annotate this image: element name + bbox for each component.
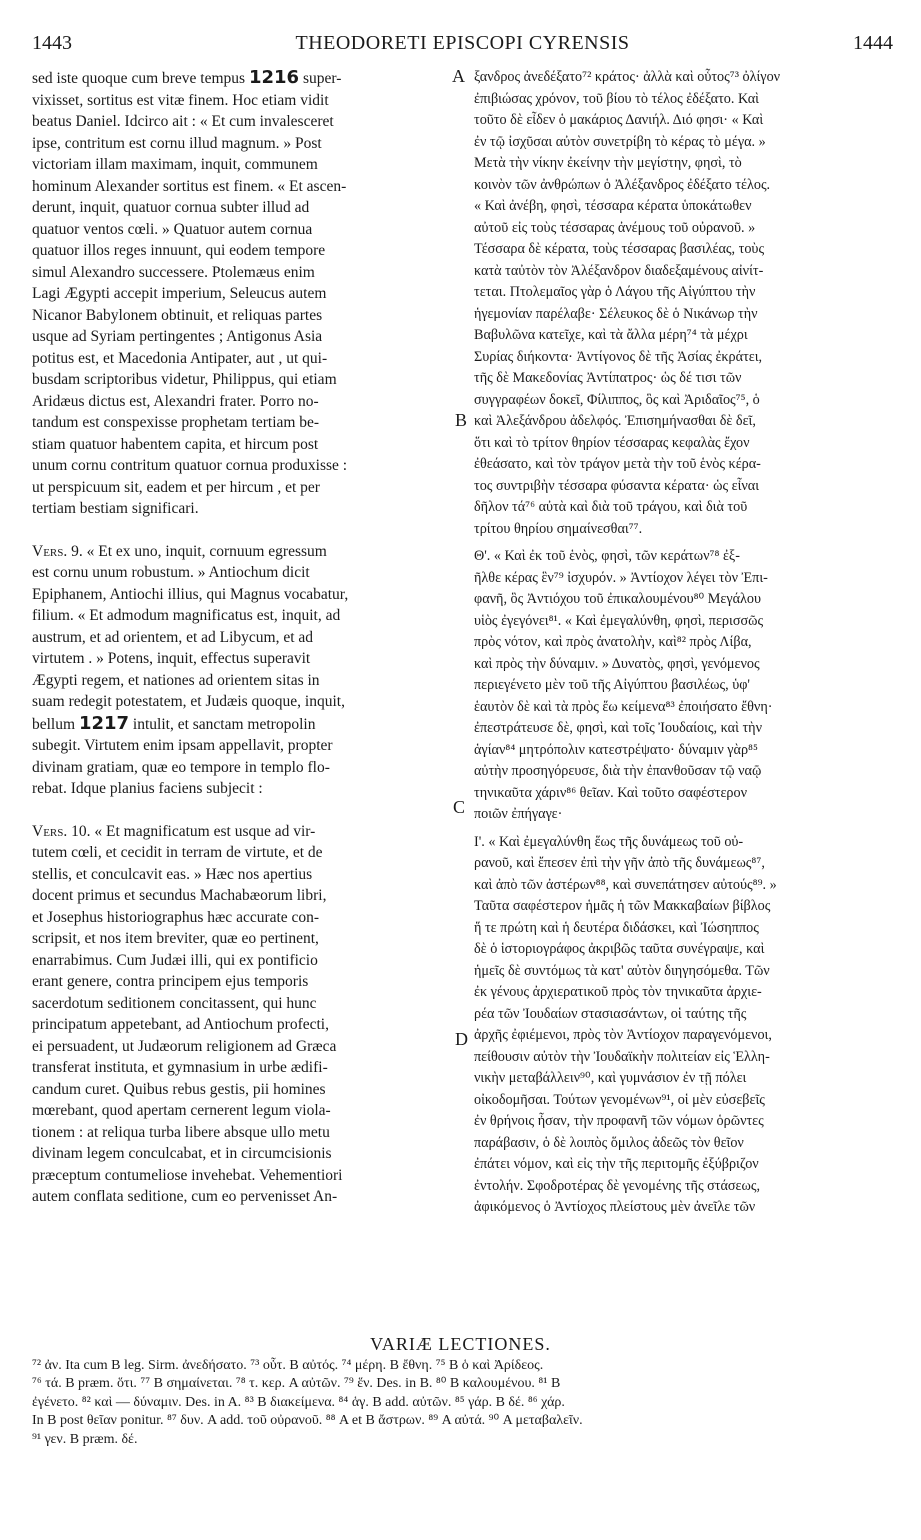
latin-text: sed iste quoque cum breve tempus [32, 70, 249, 87]
variae-lectiones-notes: ⁷² ἀν. Ita cum B leg. Sirm. ἀνεδήσατο. ⁷³ οὗτ. B αὐτός. ⁷⁴ μέρη. B ἔθνη. ⁷⁵ B ὁ καὶ Ἀρίδεος. ⁷⁶ τά. B præm. ὅτι. ⁷⁷ B σημαίνεται. ⁷⁸ τ. κερ. A αὐτῶν. ⁷⁹ ἕν. Des. in B. ⁸⁰ B καλουμένου. ⁸¹ B ἐγένετο. ⁸² καὶ — δύναμιν. Des. in A. ⁸³ B διακείμενα. ⁸⁴ ἁγ. B add. αὐτῶν. ⁸⁵ γάρ. B δέ. ⁸⁶ χάρ. In B post θεῖαν ponitur. ⁸⁷ δυν. A add. τοῦ οὐρανοῦ. ⁸⁸ A et B ἄστρων. ⁸⁹ A αὐτά. ⁹⁰ A μεταβαλεῖν. ⁹¹ γεν. B præm. δέ. [32, 1358, 583, 1447]
verse-label: Vers. 10. [32, 822, 91, 840]
latin-text: « Et ex uno, inquit, cornuum egressum est cornu unum robustum. » Antiochum dicit Epiphanem, Antiochi illius, qui Magnus vocabatur, filium. « Et admodum magnificatus est, inquit, ad austrum, et ad orientem, et ad Libycum, et ad virtutem . » Potens, inquit, effectus superavit Ægypti regem, et nationes ad orientem sitas in suam redegit potestatem, et Judæis quoque, inquit, bellum [32, 542, 349, 733]
verse-label: Θ'. [474, 548, 491, 564]
greek-verse-10 [474, 832, 890, 1219]
variae-lectiones-heading: VARIÆ LECTIONES. [370, 1334, 551, 1354]
greek-column [474, 67, 890, 1219]
latin-text: intulit, et sanctam metropolin subegit. Virtutem enim ipsam appellavit, propter divinam gratiam, quæ eo tempore in templo flo- rebat. Idque planius faciens subjecit : [32, 715, 333, 797]
latin-verse-9 [32, 541, 445, 800]
greek-text: « Καὶ ἐμεγαλύνθη ἕως τῆς δυνάμεως τοῦ οὐ- ρανοῦ, καὶ ἔπεσεν ἐπὶ τὴν γῆν ἀπὸ τῆς δυνάμεως⁸⁷, καὶ ἀπὸ τῶν ἀστέρων⁸⁸, καὶ συνεπάτησεν αὐτούς⁸⁹. » Ταῦτα σαφέστερον ἡμᾶς ἡ τῶν Μακκαβαίων βίβλος ἥ τε πρώτη καὶ ἡ δευτέρα διδάσκει, καὶ Ἰώσηππος δὲ ὁ ἱστοριογράφος ἀκριβῶς ταῦτα συνέγραψε, καὶ ἡμεῖς δὲ συντόμως τὰ κατ' αὐτὸν διηγησόμεθα. Τῶν ἐκ γένους ἀρχιερατικοῦ πρὸς τὸν τηνικαῦτα ἀρχιε- ρέα τῶν Ἰουδαίων στασιασάντων, οἱ ταύτης τῆς ἀρχῆς ἐφιέμενοι, πρὸς τὸν Ἀντίοχον παραγενόμενοι, πείθουσιν αὐτὸν τὴν Ἰουδαϊκὴν πολιτείαν εἰς Ἑλλη- νικὴν μεταβάλλειν⁹⁰, καὶ γυμνάσιον ἐν τῇ πόλει οἰκοδομῆσαι. Τούτων γενομένων⁹¹, οἱ μὲν εὐσεβεῖς ἐν θρήνοις ἦσαν, τὴν προφανῆ τῶν νόμων ὁρῶντες παράβασιν, ὁ δὲ λοιπὸς ὅμιλος ἀδεῶς τὸν θεῖον ἐπάτει νόμον, καὶ εἰς τὴν τῆς περιτομῆς ἐξύβριζον ἐντολήν. Σφοδροτέρας δὲ γενομένης τῆς στάσεως, ἀφικόμενος ὁ Ἀντίοχος πλείστους μὲν ἀνεῖλε τῶν [474, 833, 777, 1215]
margin-letter-c: C [453, 797, 466, 817]
latin-text: « Et magnificatum est usque ad vir- tutem cœli, et cecidit in terram de virtute, et de stellis, et conculcavit eas. » Hæc nos apertius docent primus et secundus Machabæorum libri, et Josephus historiographus hæc accurate con- scripsit, et nos item breviter, quæ eo pertinent, enarrabimus. Cum Judæi illi, qui ex pontificio erant genere, contra principem ejus temporis sacerdotum seditionem concitassent, qui hunc principatum appetebant, ad Antiochum profecti, ei persuadent, ut Judæorum religionem ad Græca transferat instituta, et gymnasium in urbe ædifi- candum curet. Quibus rebus gestis, pii homines mœrebant, quod apertam cernerent legum viola- tionem : at reliqua turba libere absque ullo metu divinam legem conculcabat, et in circumcisionis præceptum contumeliose invehebat. Vehementiori autem conflata seditione, cum eo pervenisset An- [32, 822, 343, 1205]
running-title: THEODORETI EPISCOPI CYRENSIS [295, 32, 630, 54]
verse-label: Ι'. [474, 833, 485, 850]
page-number-right: 1444 [853, 32, 893, 54]
margin-letter-a: A [452, 66, 465, 86]
column-number: 1217 [78, 712, 130, 734]
greek-text: « Καὶ ἐκ τοῦ ἑνὸς, φησὶ, τῶν κεράτων⁷⁸ ἐξ- ῆλθε κέρας ἓν⁷⁹ ἰσχυρόν. » Ἀντίοχον λέγει τὸν Ἐπι- φανῆ, ὃς Ἀντιόχου τοῦ ἐπικαλουμένου⁸⁰ Μεγάλου υἱὸς ἐγεγόνει⁸¹. « Καὶ ἐμεγαλύνθη, φησὶ, περισσῶς πρὸς νότον, καὶ πρὸς ἀνατολὴν, καὶ⁸² πρὸς Λίβα, καὶ πρὸς τὴν δύναμιν. » Δυνατὸς, φησὶ, γενόμενος περιεγένετο μὲν τοῦ τῆς Αἰγύπτου βασιλέως, ὑφ' ἑαυτὸν δὲ καὶ τὰ πρὸς ἕω κείμενα⁸³ ἐποιήσατο ἔθνη· ἐπεστράτευσε δὲ, φησὶ, καὶ τοῖς Ἰουδαίοις, καὶ τὴν ἁγίαν⁸⁴ μητρόπολιν κατεστρέψατο· δύναμιν γὰρ⁸⁵ αὐτὴν προσηγόρευσε, διὰ τὴν ἐπανθοῦσαν τῷ ναῷ τηνικαῦτα χάριν⁸⁶ θεῖαν. Καὶ τοῦτο σαφέστερον ποιῶν ἐπήγαγε· [474, 548, 773, 822]
margin-letter-b: B [455, 410, 468, 430]
page-header [32, 32, 893, 62]
page-number-left: 1443 [32, 32, 72, 54]
margin-letter-d: D [455, 1029, 468, 1049]
verse-label: Vers. 9. [32, 542, 83, 560]
greek-paragraph-1: ξανδρος ἀνεδέξατο⁷² κράτος· ἀλλὰ καὶ οὗτος⁷³ ὀλίγον ἐπιβιώσας χρόνον, τοῦ βίου τὸ τέλος ἐδέξατο. Καὶ τοῦτο δὲ εἶδεν ὁ μακάριος Δανιήλ. Διό φησι· « Καὶ ἐν τῷ ἰσχῦσαι αὐτὸν συνετρίβη τὸ κέρας τὸ μέγα. » Μετὰ τὴν νίκην ἐκείνην τὴν μεγίστην, φησὶ, τὸ κοινὸν τῶν ἀνθρώπων ὁ Ἀλέξανδρος ἐδέξατο τέλος. « Καὶ ἀνέβη, φησὶ, τέσσαρα κέρατα ὑποκάτωθεν αὐτοῦ εἰς τοὺς τέσσαρας ἀνέμους τοῦ οὐρανοῦ. » Τέσσαρα δὲ κέρατα, τοὺς τέσσαρας βασιλέας, τοὺς κατὰ ταὐτὸν τὸν Ἀλέξανδρον διαδεξαμένους αἰνίτ- τεται. Πτολεμαῖος γὰρ ὁ Λάγου τῆς Αἰγύπτου τὴν ἡγεμονίαν παρέλαβε· Σέλευκος δὲ ὁ Νικάνωρ τὴν Βαβυλῶνα κατεῖχε, καὶ τὰ ἄλλα μέρη⁷⁴ τὰ μέχρι Συρίας διήκοντα· Ἀντίγονος δὲ τῆς Ἀσίας ἐκράτει, τῆς δὲ Μακεδονίας Ἀντίπατρος· ὡς δέ τισι τῶν συγγραφέων δοκεῖ, Φίλιππος, ὃς καὶ Ἀριδαῖος⁷⁵, ὁ καὶ Ἀλεξάνδρου ἀδελφός. Ἐπισημήνασθαι δὲ δεῖ, ὅτι καὶ τὸ τρίτον θηρίον τέσσαρας κεφαλὰς ἔχον ἐθεάσατο, καὶ τὸν τράγον μετὰ τὴν τοῦ ἑνὸς κέρα- τος συντριβὴν τέσσαρα φύσαντα κέρατα· ὡς εἶναι δῆλον τά⁷⁶ αὐτὰ καὶ διὰ τοῦ τράγου, καὶ διὰ τοῦ τρίτου θηρίου σημαίνεσθαι⁷⁷. [474, 69, 781, 537]
column-number: 1216 [248, 67, 300, 88]
latin-text: super- vixisset, sortitus est vitæ finem. Hoc etiam vidit beatus Daniel. Idcirco ait : « Et cum invalesceret ipse, contritum est cornu illud magnum. » Post victoriam illam maximam, inquit, communem hominum Alexander sortitus est finem. « Et ascen- derunt, inquit, quatuor cornua subter illud ad quatuor ventos cœli. » Quatuor autem cornua quatuor illos reges innuunt, qui eodem tempore simul Alexandro successere. Ptolemæus enim Lagi Ægypti accepit imperium, Seleucus autem Nicanor Babylonem obtinuit, et reliquas partes usque ad Syriam pertingentes ; Antigonus Asia potitus est, et Macedonia Antipater, aut , ut qui- busdam scriptoribus videtur, Philippus, qui etiam Aridæus dictus est, Alexandri frater. Porro no- tandum est conspexisse prophetam tertiam be- stiam quatuor habentem capita, et hircum post unum cornu contritum quatuor cornua produxisse : ut perspicuum sit, eadem et per hircum , et per tertiam bestiam significari. [32, 70, 348, 517]
latin-verse-10 [32, 821, 445, 1208]
greek-verse-9 [474, 546, 890, 826]
latin-column [32, 67, 445, 1208]
latin-paragraph-1 [32, 67, 445, 520]
